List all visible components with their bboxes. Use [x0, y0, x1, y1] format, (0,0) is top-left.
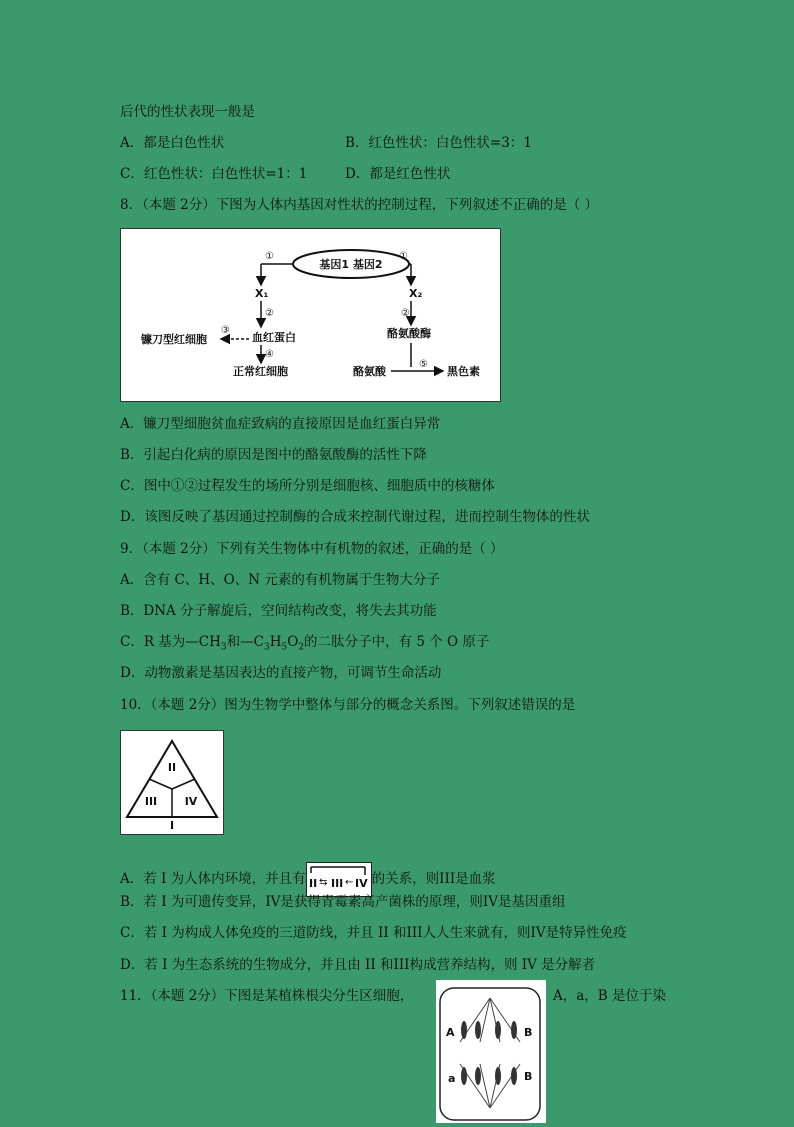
q10-figure	[120, 730, 224, 835]
sickle-cell-label: 镰刀型红细胞	[141, 333, 207, 346]
q9-option-d: D．动物激素是基因表达的直接产物，可调节生命活动	[120, 665, 442, 681]
normal-cell-label: 正常红细胞	[233, 365, 288, 378]
region-iii: III	[144, 795, 158, 808]
relation-iv: IV	[354, 877, 368, 890]
q8-option-b: B．引起白化病的原因是图中的酪氨酸酶的活性下降	[120, 447, 427, 463]
relation-iii: III	[330, 877, 343, 890]
triangle-divider-right	[172, 779, 195, 789]
q11-figure	[436, 980, 546, 1123]
x2-label: X₂	[409, 287, 423, 300]
allele-B-lower: B	[524, 1070, 533, 1083]
step5: ⑤	[419, 359, 428, 370]
step2-left: ②	[265, 308, 274, 319]
step1-left: ①	[265, 251, 274, 262]
triangle-concept-diagram	[121, 731, 223, 834]
region-iv: IV	[184, 795, 198, 808]
region-i: I	[169, 819, 175, 832]
hemoglobin-label: 血红蛋白	[252, 331, 296, 344]
step3: ③	[221, 325, 230, 336]
allele-a: a	[448, 1072, 456, 1085]
q9-c-post: 的二肽分子中，有 5 个 O 原子	[304, 634, 490, 650]
q10-a-pre: A．若 I 为人体内环境，并且有	[120, 871, 306, 887]
q7-option-c: C．红色性状：白色性状=1：1	[120, 166, 308, 182]
q9-option-a: A．含有 C、H、O、N 元素的有机物属于生物大分子	[120, 572, 440, 588]
q9-option-b: B．DNA 分子解旋后，空间结构改变，将失去其功能	[120, 603, 437, 619]
q10-a-post: 的关系，则III是血浆	[371, 871, 496, 887]
mitosis-cell-diagram	[436, 980, 546, 1123]
q11-stem-post: A，a，B 是位于染	[553, 988, 667, 1004]
q10-option-b: B．若 I 为可遗传变异，IV是获得青霉素高产菌株的原理，则IV是基因重组	[120, 894, 566, 910]
q9-c-sub5: 5	[281, 642, 288, 653]
gene-label: 基因1 基因2	[319, 258, 383, 271]
melanin-label: 黑色素	[447, 365, 480, 378]
region-ii: II	[167, 761, 177, 774]
q7-option-b: B．红色性状：白色性状=3：1	[345, 135, 532, 151]
q9-c-sub3: 3	[220, 642, 227, 653]
q8-option-d: D．该图反映了基因通过控制酶的合成来控制代谢过程，进而控制生物体的性状	[120, 509, 590, 525]
svg-text:⇆: ⇆	[318, 877, 328, 888]
step4: ④	[265, 349, 274, 360]
q9-stem: 9．（本题 2分）下列有关生物体中有机物的叙述，正确的是（ ）	[120, 541, 504, 557]
q9-c-sub2: 2	[298, 642, 305, 653]
q8-figure	[120, 228, 501, 402]
x1-label: X₁	[255, 287, 269, 300]
svg-text:←: ←	[344, 877, 354, 888]
q7-option-d: D．都是红色性状	[345, 166, 451, 182]
q7-stem-tail: 后代的性状表现一般是	[120, 104, 255, 120]
q10-option-d: D．若 I 为生态系统的生物成分，并且由 II 和III构成营养结构，则 IV 是分解者	[120, 957, 596, 973]
gene-control-diagram	[121, 229, 500, 401]
q9-c-pre: C．R 基为—CH	[120, 634, 221, 650]
q10-a-relation-figure	[306, 862, 372, 897]
q9-c-sub3b: 3	[263, 642, 270, 653]
q8-option-c: C．图中①②过程发生的场所分别是细胞核、细胞质中的核糖体	[120, 478, 495, 494]
q11-stem-pre: 11．（本题 2分）下图是某植株根尖分生区细胞，	[120, 988, 414, 1004]
tyrosine-label: 酪氨酸	[353, 365, 386, 378]
q8-option-a: A．镰刀型细胞贫血症致病的直接原因是血红蛋白异常	[120, 416, 441, 432]
step2-right: ②	[401, 308, 410, 319]
q9-option-c: C．R 基为$—CH_3$和$—C_3H_5O_2$的二肽分子中，有 5 个 O 原子	[120, 634, 490, 653]
allele-B-upper: B	[524, 1026, 533, 1039]
q10-stem: 10．（本题 2分）图为生物学中整体与部分的概念关系图。下列叙述错误的是	[120, 697, 576, 713]
relation-arrows	[307, 863, 371, 891]
q8-stem: 8．（本题 2分）下图为人体内基因对性状的控制过程，下列叙述不正确的是（ ）	[120, 197, 599, 213]
q9-c-mid1: 和—C	[226, 634, 264, 650]
q10-option-c: C．若 I 为构成人体免疫的三道防线，并且 II 和III人人生来就有，则IV是特异性免疫	[120, 925, 627, 941]
q10-option-a	[120, 862, 496, 897]
relation-ii: II	[308, 877, 317, 890]
triangle-divider-left	[149, 779, 172, 789]
step1-right: ①	[399, 251, 408, 262]
q7-option-a: A．都是白色性状	[120, 135, 225, 151]
allele-A: A	[446, 1026, 455, 1039]
tyrosinase-label: 酪氨酸酶	[387, 327, 431, 340]
cell-outline	[440, 988, 540, 1120]
